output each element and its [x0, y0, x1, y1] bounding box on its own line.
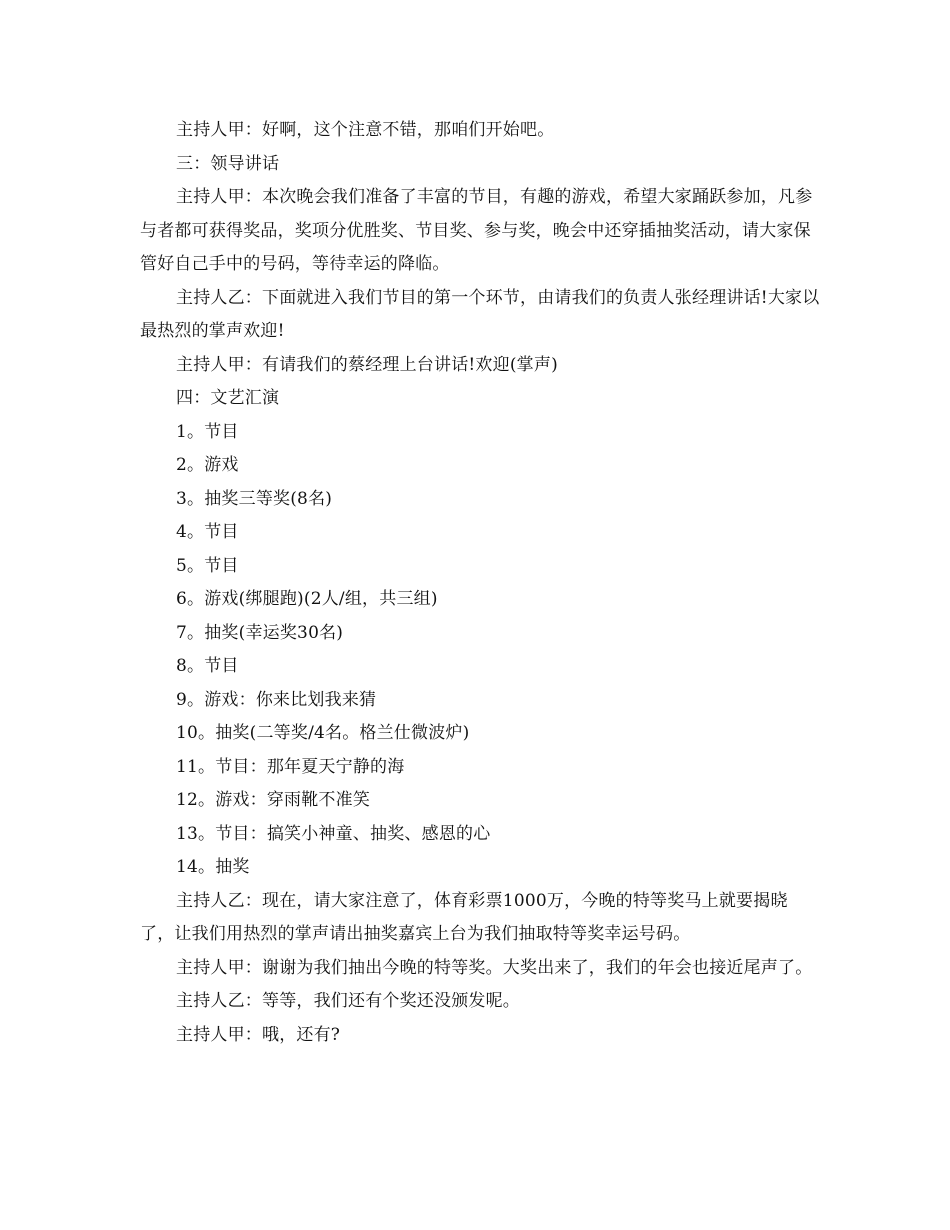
- program-list-item: 6。游戏(绑腿跑)(2人/组，共三组): [176, 589, 438, 609]
- paragraph-host-a-start: 主持人甲：好啊，这个注意不错，那咱们开始吧。: [176, 120, 555, 140]
- paragraph-host-b-wait: 主持人乙：等等，我们还有个奖还没颁发呢。: [176, 991, 520, 1011]
- paragraph-host-b-grand-prize: 主持人乙：现在，请大家注意了，体育彩票1000万，今晚的特等奖马上就要揭晓了，让我们用热烈的掌声请出抽奖嘉宾上台为我们抽取特等奖幸运号码。: [140, 890, 788, 944]
- program-list-item: 8。节目: [176, 656, 239, 676]
- section-heading-leader-speech: 三：领导讲话: [176, 153, 280, 174]
- document-body: [140, 114, 820, 1052]
- program-list-item: 5。节目: [176, 555, 239, 576]
- program-list-item: 2。游戏: [176, 455, 239, 475]
- program-list-item: 13。节目：搞笑小神童、抽奖、感恩的心: [176, 823, 491, 844]
- paragraph-host-a-cai: 主持人甲：有请我们的蔡经理上台讲话!欢迎(掌声): [176, 354, 558, 375]
- program-list-item: 14。抽奖: [176, 857, 250, 877]
- program-list-item: 1。节目: [176, 421, 239, 442]
- paragraph-host-b-manager: 主持人乙：下面就进入我们节目的第一个环节，由请我们的负责人张经理讲话!大家以最热烈的掌声欢迎!: [140, 287, 820, 341]
- program-list-item: 4。节目: [176, 522, 239, 542]
- program-list-item: 12。游戏：穿雨靴不准笑: [176, 790, 371, 810]
- paragraph-host-a-thanks: 主持人甲：谢谢为我们抽出今晚的特等奖。大奖出来了，我们的年会也接近尾声了。: [176, 957, 813, 978]
- program-list-item: 10。抽奖(二等奖/4名。格兰仕微波炉): [176, 723, 470, 743]
- program-list-item: 7。抽奖(幸运奖30名): [176, 622, 344, 643]
- paragraph-host-a-intro: 主持人甲：本次晚会我们准备了丰富的节目，有趣的游戏，希望大家踊跃参加，凡参与者都可获得奖品，奖项分优胜奖、节目奖、参与奖，晚会中还穿插抽奖活动，请大家保管好自己手中的号码，等待幸运的降临。: [140, 187, 813, 274]
- paragraph-host-a-question: 主持人甲：哦，还有?: [176, 1024, 341, 1045]
- program-list-item: 11。节目：那年夏天宁静的海: [176, 756, 405, 777]
- section-heading-performance: 四：文艺汇演: [176, 388, 280, 408]
- program-list-item: 3。抽奖三等奖(8名): [176, 488, 333, 509]
- program-list-item: 9。游戏：你来比划我来猜: [176, 689, 377, 710]
